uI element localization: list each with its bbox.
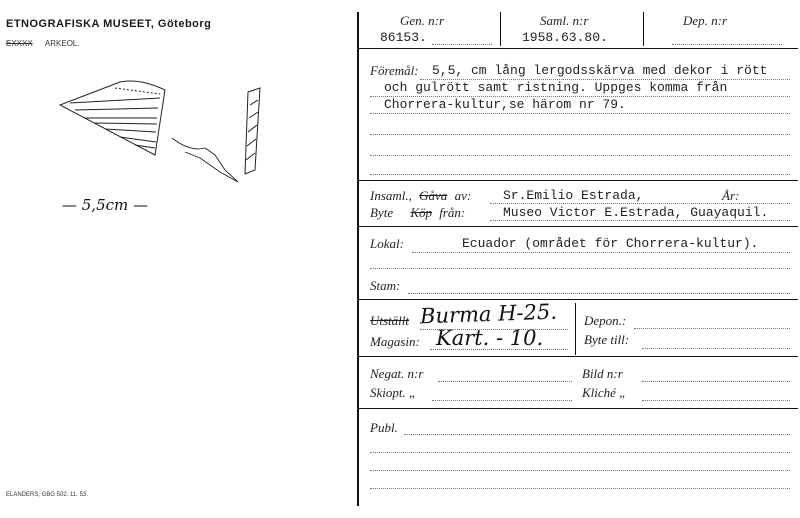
publ-dots-4 — [370, 488, 790, 489]
byte-dots — [490, 220, 790, 221]
shard-profile-icon — [245, 88, 260, 174]
gen-value: 86153. — [380, 30, 427, 45]
foremal-dots-3 — [370, 113, 790, 114]
negat-dots — [438, 381, 572, 382]
magasin-hand: Kart. - 10. — [436, 326, 544, 350]
gen-label: Gen. n:r — [400, 13, 445, 28]
stam-rule — [358, 299, 798, 300]
skiopt-dots — [432, 400, 572, 401]
insaml-dots — [490, 203, 790, 204]
shard-sketch — [0, 60, 300, 260]
dep-dots — [672, 44, 782, 45]
insaml-rule — [358, 226, 798, 227]
negat-label: Negat. n:r — [370, 366, 424, 381]
foremal-line-1: 5,5, cm lång lergodsskärva med dekor i rött — [432, 63, 768, 78]
bild-dots — [642, 381, 790, 382]
foremal-dots-2 — [370, 96, 790, 97]
department-struck: EXXXX — [6, 39, 33, 48]
utstallt-dots — [420, 329, 568, 330]
magasin-rule — [358, 356, 798, 357]
magasin-label: Magasin: — [370, 334, 420, 349]
insaml-value: Sr.Emilio Estrada, — [503, 188, 644, 203]
foremal-dots-1 — [420, 79, 790, 80]
skiopt-label: Skiopt. „ — [370, 385, 417, 400]
foremal-dots-6 — [370, 174, 790, 175]
ar-label: År: — [722, 188, 740, 203]
byte-struck: Köp — [410, 205, 433, 220]
foremal-rule — [358, 180, 798, 181]
header-divider-2 — [643, 12, 644, 46]
department-line — [6, 39, 80, 48]
shard-outline-icon — [60, 81, 165, 155]
gen-dots — [432, 44, 492, 45]
depon-label: Depon.: — [584, 313, 627, 328]
publ-dots-3 — [370, 470, 790, 471]
foremal-line-2: och gulrött samt ristning. Uppges komma från — [384, 80, 728, 95]
lokal-dots — [412, 252, 790, 253]
museum-name-line — [6, 18, 211, 30]
byte-label-fran: från: — [439, 205, 466, 220]
header-rule — [358, 48, 798, 49]
saml-label: Saml. n:r — [540, 13, 589, 28]
museum-name: ETNOGRAFISKA MUSEET, — [6, 18, 155, 30]
header-divider-1 — [500, 12, 501, 46]
card-divider — [357, 12, 359, 506]
utstallt-hand: Burma H-25. — [419, 299, 558, 329]
saml-value: 1958.63.80. — [522, 30, 608, 45]
bild-label: Bild n:r — [582, 366, 623, 381]
lokal-value: Ecuador (området för Chorrera-kultur). — [462, 236, 759, 251]
byte-label: Byte — [370, 205, 394, 220]
utstallt-label: Utställt — [370, 313, 410, 328]
insaml-struck: Gåva — [419, 188, 448, 203]
printer-mark: ELANDERS, GBG 502. 11. 53. — [6, 492, 88, 498]
byte-till-label: Byte till: — [584, 332, 630, 347]
lokal-dots-2 — [370, 268, 790, 269]
museum-city: Göteborg — [157, 18, 212, 30]
pointer-line — [172, 138, 238, 182]
publ-label: Publ. — [370, 420, 398, 435]
foremal-dots-4 — [370, 134, 790, 135]
lokal-label: Lokal: — [370, 236, 404, 251]
magasin-divider — [575, 303, 576, 355]
insaml-label: Insaml., — [370, 188, 412, 203]
stam-label: Stam: — [370, 278, 401, 293]
byte-till-dots — [642, 348, 790, 349]
insaml-line — [370, 188, 471, 204]
department: ARKEOL. — [44, 39, 80, 48]
publ-dots-1 — [404, 434, 790, 435]
skiopt-rule — [358, 408, 798, 409]
kliche-label: Kliché „ — [582, 385, 627, 400]
kliche-dots — [642, 400, 790, 401]
dep-label: Dep. n:r — [683, 13, 728, 28]
foremal-line-3: Chorrera-kultur,se härom nr 79. — [384, 97, 626, 112]
byte-line — [370, 205, 465, 221]
byte-value: Museo Victor E.Estrada, Guayaquil. — [503, 205, 769, 220]
sketch-measure: — 5,5cm — — [62, 196, 149, 214]
depon-dots — [634, 328, 790, 329]
foremal-dots-5 — [370, 155, 790, 156]
stam-dots — [408, 293, 790, 294]
foremal-label: Föremål: — [370, 63, 419, 78]
publ-dots-2 — [370, 452, 790, 453]
magasin-dots — [430, 349, 568, 350]
insaml-label-av: av: — [454, 188, 472, 203]
